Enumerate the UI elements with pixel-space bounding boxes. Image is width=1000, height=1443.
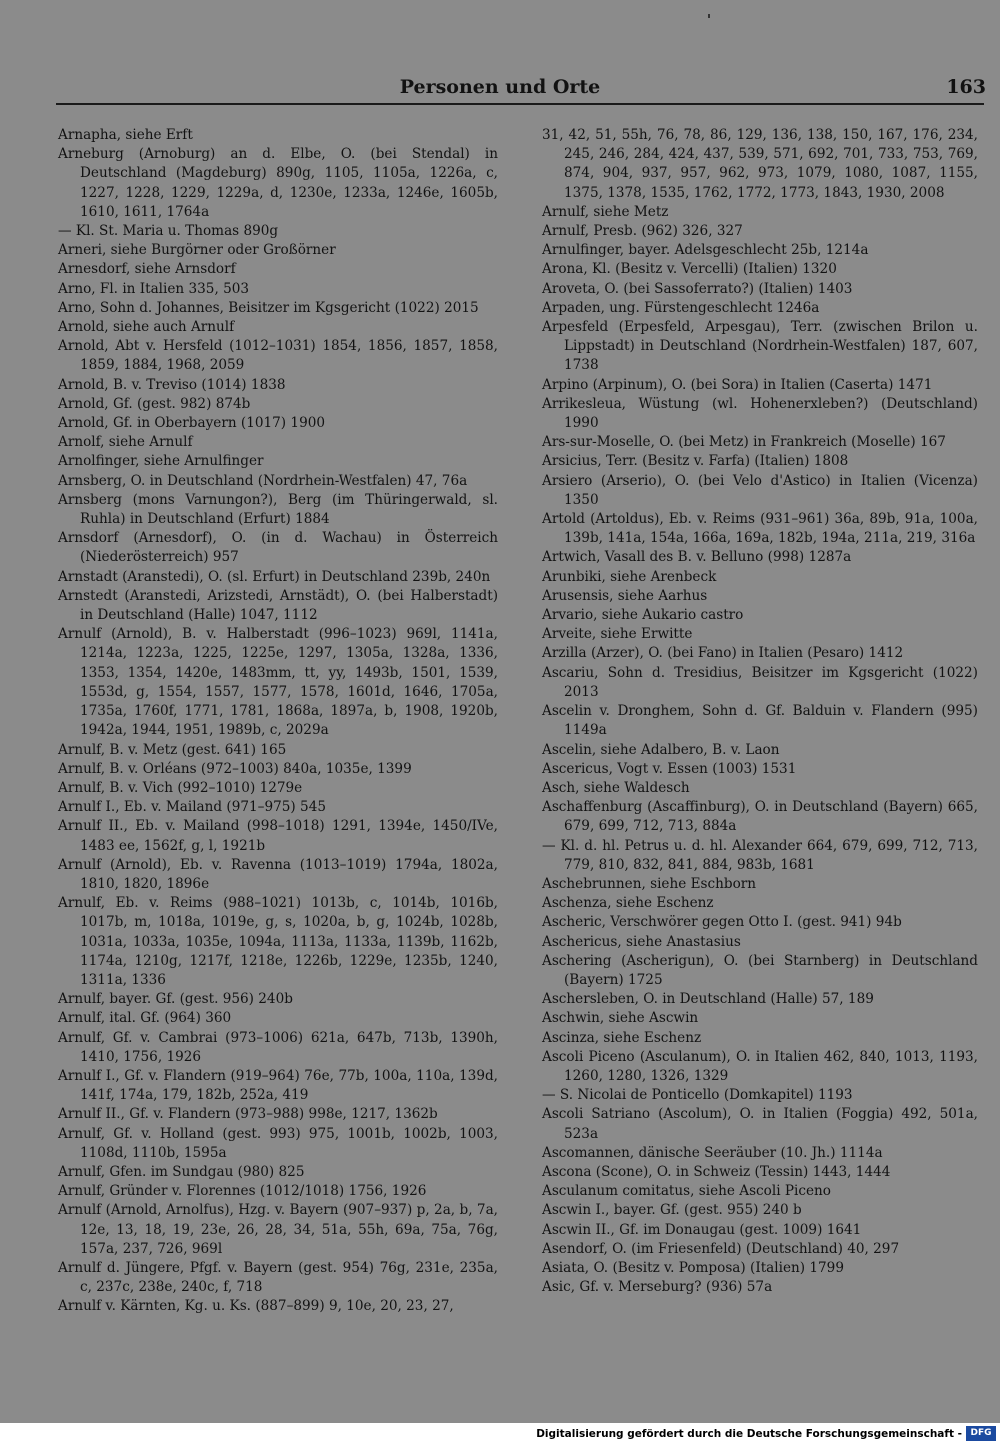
index-entry: Arnulf, bayer. Gf. (gest. 956) 240b <box>58 991 293 1008</box>
index-entry: Arpino (Arpinum), O. (bei Sora) in Italien (Caserta) 1471 <box>542 376 933 393</box>
index-entry: Aroveta, O. (bei Sassoferrato?) (Italien) 1403 <box>542 280 853 297</box>
index-entry: Arnulf, Gründer v. Florennes (1012/1018) 1756, 1926 <box>58 1183 427 1200</box>
index-entry: Arpesfeld (Erpesfeld, Arpesgau), Terr. (zwischen Brilon u. Lippstadt) in Deutschland (Nordrhein-Westfalen) 187, 607, 1738 <box>542 319 978 374</box>
left-column <box>58 126 498 1317</box>
index-entry: Artold (Artoldus), Eb. v. Reims (931–961) 36a, 89b, 91a, 100a, 139b, 141a, 154a, 166a, 169a, 182b, 194a, 211a, 219, 316a <box>542 511 978 547</box>
index-entry: Aschwin, siehe Ascwin <box>542 1010 699 1027</box>
index-entry: Arnulf, siehe Metz <box>542 203 669 220</box>
page-title: Personen und Orte <box>399 76 601 98</box>
index-entry: Asic, Gf. v. Merseburg? (936) 57a <box>542 1279 773 1296</box>
footer-bar <box>0 1423 1000 1443</box>
index-entry: Arsiero (Arserio), O. (bei Velo d'Astico) in Italien (Vicenza) 1350 <box>542 472 978 508</box>
index-entry: Arnapha, siehe Erft <box>58 127 193 143</box>
index-entry: Arneri, siehe Burgörner oder Großörner <box>58 242 336 259</box>
footer-credit: Digitalisierung gefördert durch die Deutsche Forschungsgemeinschaft - <box>536 1428 962 1440</box>
index-entry: Arsicius, Terr. (Besitz v. Farfa) (Italien) 1808 <box>542 453 849 470</box>
index-entry: Ascericus, Vogt v. Essen (1003) 1531 <box>542 760 797 777</box>
index-entry: Arnulf II., Eb. v. Mailand (998–1018) 1291, 1394e, 1450/IVe, 1483 ee, 1562f, g, l, 1921b <box>58 818 498 854</box>
index-entry: Asch, siehe Waldesch <box>542 779 690 796</box>
index-entry: Ascomannen, dänische Seeräuber (10. Jh.) 1114a <box>542 1144 883 1161</box>
index-entry: Arrikesleua, Wüstung (wl. Hohenerxleben?) (Deutschland) 1990 <box>542 395 978 432</box>
right-column <box>542 126 978 1297</box>
center-mark <box>708 14 710 18</box>
index-entry: Aschericus, siehe Anastasius <box>542 933 741 950</box>
index-entry: 31, 42, 51, 55h, 76, 78, 86, 129, 136, 138, 150, 167, 176, 234, 245, 246, 284, 424, 437, 539, 571, 692, 701, 733, 753, 769, 874, 904, 937, 957, 962, 973, 1079, 1080, 1087, 1155, 1375, 1378, 1535, 1762, 1772, 1773, 1843, 1930, 2008 <box>542 127 978 201</box>
index-entry: Arnulf, B. v. Orléans (972–1003) 840a, 1035e, 1399 <box>58 760 412 777</box>
index-entry: Arneburg (Arnoburg) an d. Elbe, O. (bei Stendal) in Deutschland (Magdeburg) 890g, 1105, 1105a, 1226a, c, 1227, 1228, 1229, 1229a, d, 1230e, 1233a, 1246e, 1605b, 1610, 1611, 1764a <box>58 146 498 220</box>
index-entry: Arnulf I., Gf. v. Flandern (919–964) 76e, 77b, 100a, 110a, 139d, 141f, 174a, 179, 182b, 252a, 419 <box>58 1067 498 1104</box>
index-entry: Arnesdorf, siehe Arnsdorf <box>58 261 236 278</box>
index-entry: Arnulf, Presb. (962) 326, 327 <box>542 223 743 240</box>
index-entry: — S. Nicolai de Ponticello (Domkapitel) 1193 <box>542 1087 853 1104</box>
index-entry: Arnold, Gf. in Oberbayern (1017) 1900 <box>58 415 326 432</box>
index-entry: Arnulfinger, bayer. Adelsgeschlecht 25b, 1214a <box>542 242 869 259</box>
index-entry: — Kl. d. hl. Petrus u. d. hl. Alexander 664, 679, 699, 712, 713, 779, 810, 832, 841, 884, 983b, 1681 <box>542 837 978 873</box>
index-entry: Artwich, Vasall des B. v. Belluno (998) 1287a <box>542 549 852 566</box>
index-entry: Ascariu, Sohn d. Tresidius, Beisitzer im Kgsgericht (1022) 2013 <box>542 664 978 700</box>
index-entry: Asendorf, O. (im Friesenfeld) (Deutschland) 40, 297 <box>542 1240 900 1257</box>
index-entry: Arnold, Gf. (gest. 982) 874b <box>58 395 251 412</box>
index-entry: Arnold, Abt v. Hersfeld (1012–1031) 1854, 1856, 1857, 1858, 1859, 1884, 1968, 2059 <box>58 338 498 374</box>
index-entry: Arnold, B. v. Treviso (1014) 1838 <box>58 376 286 393</box>
index-entry: Arnulf (Arnold), B. v. Halberstadt (996–1023) 969l, 1141a, 1214a, 1223a, 1225, 1225e, 1297, 1305a, 1328a, 1336, 1353, 1354, 1420e, 1483mm, tt, yy, 1493b, 1501, 1539, 1553d, g, 1554, 1557, 1577, 1578, 1601d, 1646, 1705a, 1735a, 1760f, 1771, 1781, 1868a, 1897a, b, 1908, 1920b, 1942a, 1944, 1951, 1989b, c, 2029a <box>58 626 498 739</box>
index-entry: Ascheric, Verschwörer gegen Otto I. (gest. 941) 94b <box>542 914 902 931</box>
index-entry: Ascona (Scone), O. in Schweiz (Tessin) 1443, 1444 <box>542 1163 891 1180</box>
index-entry: Arnulf, B. v. Metz (gest. 641) 165 <box>58 741 287 758</box>
index-entry: Arnolfinger, siehe Arnulfinger <box>58 453 264 470</box>
index-entry: Arunbiki, siehe Arenbeck <box>542 568 717 585</box>
header-rule <box>56 103 984 105</box>
index-entry: Arvario, siehe Aukario castro <box>542 607 744 624</box>
index-entry: Arnulf, Gfen. im Sundgau (980) 825 <box>58 1163 305 1180</box>
index-entry: Ascelin v. Dronghem, Sohn d. Gf. Balduin v. Flandern (995) 1149a <box>542 703 978 739</box>
index-entry: Arveite, siehe Erwitte <box>542 626 693 643</box>
index-entry: Ascoli Piceno (Asculanum), O. in Italien 462, 840, 1013, 1193, 1260, 1280, 1326, 1329 <box>542 1048 978 1084</box>
index-entry: Arnulf d. Jüngere, Pfgf. v. Bayern (gest. 954) 76g, 231e, 235a, c, 237c, 238e, 240c, f, 718 <box>58 1259 498 1296</box>
index-entry: Arnulf (Arnold, Arnolfus), Hzg. v. Bayern (907–937) p, 2a, b, 7a, 12e, 13, 18, 19, 23e, 26, 28, 34, 51a, 55h, 69a, 75a, 76g, 157a, 237, 726, 969l <box>58 1202 498 1257</box>
index-entry: Arnulf, Eb. v. Reims (988–1021) 1013b, c, 1014b, 1016b, 1017b, m, 1018a, 1019e, g, s, 1020a, b, g, 1024b, 1028b, 1031a, 1033a, 1035e, 1094a, 1113a, 1133a, 1139b, 1162b, 1174a, 1210g, 1217f, 1218e, 1226b, 1229e, 1235b, 1240, 1311a, 1336 <box>58 895 498 988</box>
index-entry: Arnsdorf (Arnesdorf), O. (in d. Wachau) in Österreich (Niederösterreich) 957 <box>58 530 498 566</box>
index-entry: Arnulf, Gf. v. Cambrai (973–1006) 621a, 647b, 713b, 1390h, 1410, 1756, 1926 <box>58 1029 498 1065</box>
index-entry: Arpaden, ung. Fürstengeschlecht 1246a <box>542 299 820 316</box>
index-entry: Arno, Fl. in Italien 335, 503 <box>58 280 250 297</box>
index-entry: Arnulf, B. v. Vich (992–1010) 1279e <box>58 779 303 796</box>
index-entry: Ascwin I., bayer. Gf. (gest. 955) 240 b <box>542 1202 802 1219</box>
index-entry: Asculanum comitatus, siehe Ascoli Piceno <box>542 1183 831 1200</box>
page-number: 163 <box>946 76 986 98</box>
index-entry: Ascoli Satriano (Ascolum), O. in Italien (Foggia) 492, 501a, 523a <box>542 1106 978 1142</box>
index-entry: Aschersleben, O. in Deutschland (Halle) 57, 189 <box>542 991 874 1008</box>
index-entry: Arnsberg (mons Varnungon?), Berg (im Thüringerwald, sl. Ruhla) in Deutschland (Erfurt) 1884 <box>58 491 498 528</box>
index-entry: — Kl. St. Maria u. Thomas 890g <box>58 223 279 240</box>
index-entry: Arnolf, siehe Arnulf <box>58 434 193 451</box>
index-entry: Arnstedt (Aranstedi, Arizstedi, Arnstädt), O. (bei Halberstadt) in Deutschland (Halle) 1047, 1112 <box>58 587 498 624</box>
index-entry: Arnulf v. Kärnten, Kg. u. Ks. (887–899) 9, 10e, 20, 23, 27, <box>58 1298 454 1315</box>
index-entry: Arnulf II., Gf. v. Flandern (973–988) 998e, 1217, 1362b <box>58 1106 438 1123</box>
index-entry: Arnulf, Gf. v. Holland (gest. 993) 975, 1001b, 1002b, 1003, 1108d, 1110b, 1595a <box>58 1125 498 1161</box>
index-entry: Aschaffenburg (Ascaffinburg), O. in Deutschland (Bayern) 665, 679, 699, 712, 713, 884a <box>542 799 978 835</box>
index-entry: Arnstadt (Aranstedi), O. (sl. Erfurt) in Deutschland 239b, 240n <box>58 568 491 585</box>
index-entry: Ascinza, siehe Eschenz <box>542 1029 702 1046</box>
index-entry: Ascwin II., Gf. im Donaugau (gest. 1009) 1641 <box>542 1221 862 1238</box>
index-entry: Ars-sur-Moselle, O. (bei Metz) in Frankreich (Moselle) 167 <box>542 434 946 451</box>
index-entry: Asiata, O. (Besitz v. Pomposa) (Italien) 1799 <box>542 1259 844 1276</box>
index-entry: Arnulf I., Eb. v. Mailand (971–975) 545 <box>58 799 326 816</box>
index-entry: Arnulf, ital. Gf. (964) 360 <box>58 1010 232 1027</box>
index-entry: Ascelin, siehe Adalbero, B. v. Laon <box>542 741 780 758</box>
index-entry: Arno, Sohn d. Johannes, Beisitzer im Kgsgericht (1022) 2015 <box>58 299 479 316</box>
index-entry: Aschebrunnen, siehe Eschborn <box>542 875 757 892</box>
index-entry: Arusensis, siehe Aarhus <box>542 587 708 604</box>
index-entry: Aschenza, siehe Eschenz <box>542 895 714 912</box>
index-entry: Aschering (Ascherigun), O. (bei Starnberg) in Deutschland (Bayern) 1725 <box>542 952 978 988</box>
dfg-logo: DFG <box>966 1426 996 1441</box>
index-entry: Arona, Kl. (Besitz v. Vercelli) (Italien) 1320 <box>542 261 837 278</box>
index-entry: Arnsberg, O. in Deutschland (Nordrhein-Westfalen) 47, 76a <box>58 472 468 489</box>
index-entry: Arnulf (Arnold), Eb. v. Ravenna (1013–1019) 1794a, 1802a, 1810, 1820, 1896e <box>58 856 498 892</box>
index-entry: Arnold, siehe auch Arnulf <box>58 319 235 336</box>
index-entry: Arzilla (Arzer), O. (bei Fano) in Italien (Pesaro) 1412 <box>542 645 904 662</box>
